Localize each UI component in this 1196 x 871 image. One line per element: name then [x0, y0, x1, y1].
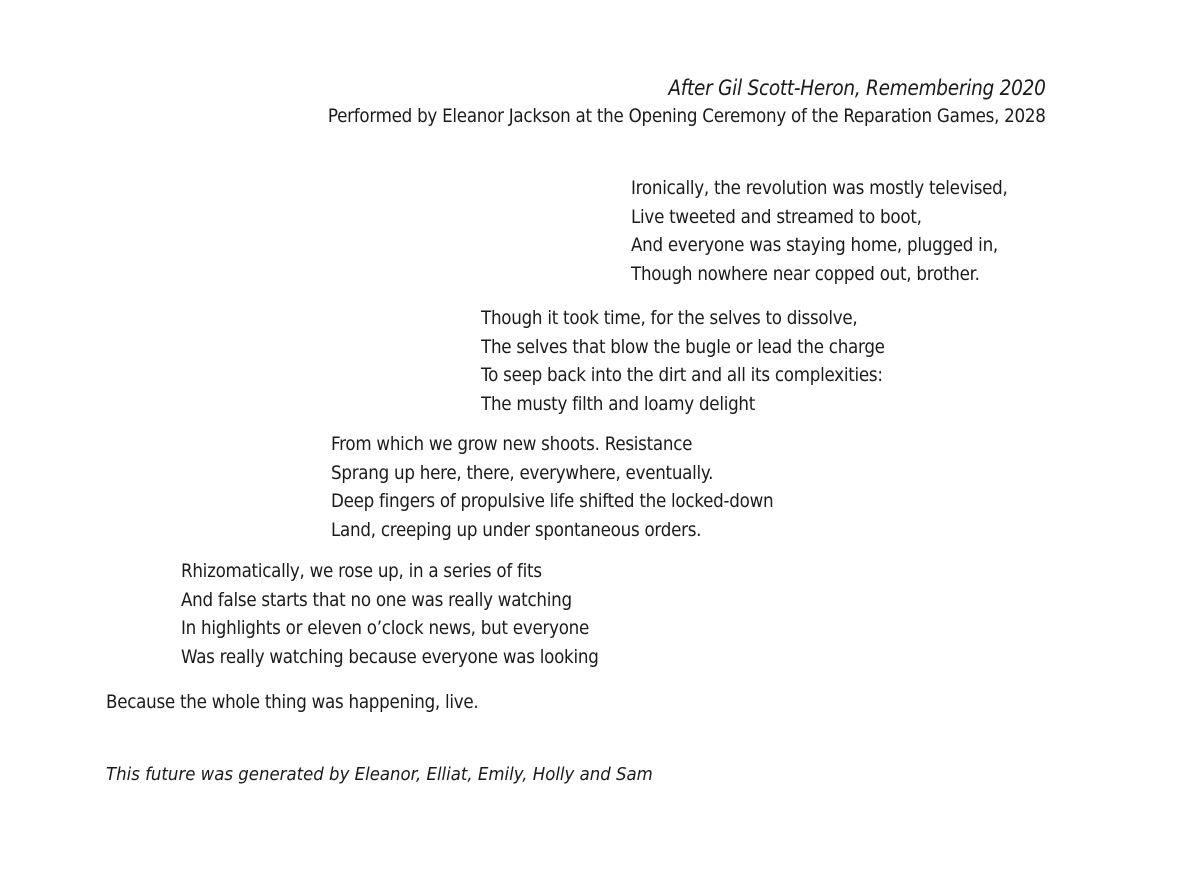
poem-line: Land, creeping up under spontaneous orders. [331, 518, 702, 541]
poem-line: Though it took time, for the selves to dissolve, [481, 307, 858, 329]
stanza-1 [631, 174, 1059, 288]
poem-line: The selves that blow the bugle or lead the charge [481, 335, 885, 358]
credit-line: This future was generated by Eleanor, Elliat, Emily, Holly and Sam [106, 764, 653, 785]
stanza-3 [331, 430, 834, 544]
poem-line: Was really watching because everyone was looking [181, 645, 599, 668]
stanza-5 [106, 688, 529, 717]
poem-line: Ironically, the revolution was mostly televised, [631, 177, 1008, 199]
stanza-2 [481, 304, 940, 418]
poem-line: In highlights or eleven o’clock news, but everyone [181, 617, 590, 639]
poem-line: Live tweeted and streamed to boot, [631, 205, 922, 228]
poem-line: Because the whole thing was happening, live. [106, 691, 479, 713]
poem-line: Deep fingers of propulsive life shifted the locked-down [331, 490, 774, 512]
performance-note: Performed by Eleanor Jackson at the Opening Ceremony of the Reparation Games, 2028 [328, 105, 1046, 127]
poem-line: Rhizomatically, we rose up, in a series of fits [181, 560, 542, 582]
stanza-4 [181, 557, 655, 671]
poem-line: To seep back into the dirt and all its complexities: [481, 364, 883, 386]
poem-line: And everyone was staying home, plugged in, [631, 234, 998, 256]
poem-line: Though nowhere near copped out, brother. [631, 262, 980, 285]
poem-line: And false starts that no one was really watching [181, 588, 572, 611]
poem-subtitle: After Gil Scott-Heron, Remembering 2020 [668, 76, 1046, 100]
poem-line: From which we grow new shoots. Resistance [331, 433, 693, 455]
poem-line: Sprang up here, there, everywhere, eventually. [331, 461, 714, 484]
poem-line: The musty filth and loamy delight [481, 392, 756, 415]
